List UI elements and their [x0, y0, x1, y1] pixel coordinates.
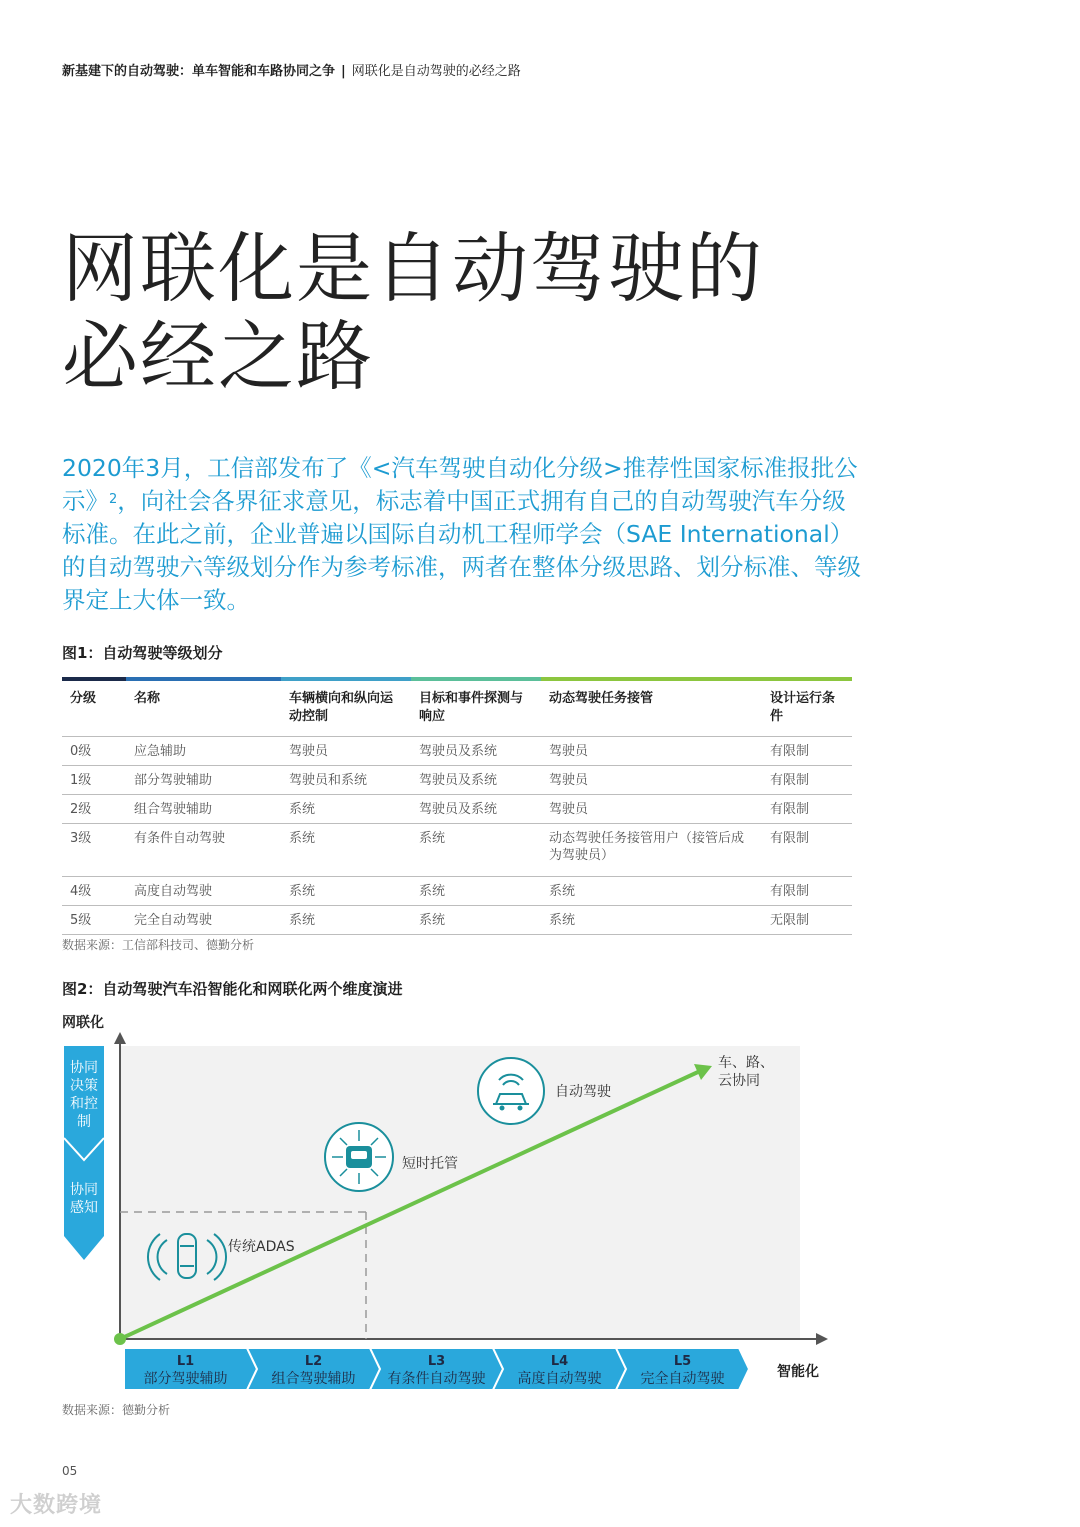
y-stage-label-line: 协同 [70, 1182, 98, 1198]
column-header: 目标和事件探测与响应 [419, 691, 524, 724]
levels-table [62, 684, 852, 935]
table-row [62, 824, 852, 877]
table-header-row [62, 684, 852, 737]
x-level-code: L1 [176, 1354, 195, 1369]
column-header: 名称 [134, 691, 161, 706]
column-header: 车辆横向和纵向运动控制 [289, 691, 394, 724]
running-header [62, 60, 521, 79]
y-stage-label-line: 制 [77, 1114, 91, 1130]
title-line-1: 网联化是自动驾驶的 [62, 224, 764, 313]
table-cell: 高度自动驾驶 [126, 877, 281, 906]
table-cell: 部分驾驶辅助 [126, 766, 281, 795]
color-bar-segment [62, 677, 126, 681]
x-axis-arrowhead [816, 1333, 828, 1345]
table-cell: 0级 [62, 737, 126, 766]
color-bar-segment [411, 677, 541, 681]
section-name: 网联化是自动驾驶的必经之路 [351, 64, 521, 79]
x-level-band [124, 1348, 749, 1390]
table-cell: 驾驶员 [541, 795, 762, 824]
table-cell: 有限制 [762, 795, 852, 824]
table-cell: 动态驾驶任务接管用户（接管后成为驾驶员） [541, 824, 762, 877]
milestone-autonomous-driving: 自动驾驶 [555, 1084, 611, 1100]
x-level-code: L4 [550, 1354, 569, 1369]
table-cell: 系统 [281, 877, 411, 906]
table-cell: 驾驶员 [281, 737, 411, 766]
x-level-code: L5 [673, 1354, 692, 1369]
header-separator: | [341, 64, 346, 79]
color-bar-segment [281, 677, 411, 681]
figure2-title: 图2：自动驾驶汽车沿智能化和网联化两个维度演进 [62, 980, 403, 998]
chip-car-icon [325, 1123, 393, 1191]
table-cell: 3级 [62, 824, 126, 877]
figure1-title: 图1：自动驾驶等级划分 [62, 644, 223, 662]
page-title [62, 225, 764, 401]
table-cell: 系统 [411, 906, 541, 935]
x-axis-title: 智能化 [777, 1364, 819, 1380]
y-stage-label-line: 决策 [70, 1078, 98, 1094]
plot-background [120, 1046, 800, 1339]
lead-paragraph [62, 452, 862, 617]
table-row [62, 766, 852, 795]
table-cell: 5级 [62, 906, 126, 935]
page-number: 05 [62, 1464, 78, 1478]
table-cell: 有条件自动驾驶 [126, 824, 281, 877]
table-cell: 应急辅助 [126, 737, 281, 766]
table-cell: 驾驶员 [541, 737, 762, 766]
x-level-name: 部分驾驶辅助 [143, 1371, 228, 1387]
table-row [62, 906, 852, 935]
table-cell: 系统 [281, 795, 411, 824]
table-cell: 驾驶员及系统 [411, 766, 541, 795]
footnote-ref[interactable]: 2 [109, 492, 118, 507]
x-level-name: 有条件自动驾驶 [387, 1371, 486, 1387]
car-wifi-icon [478, 1058, 544, 1124]
milestone-short-time-takeover: 短时托管 [402, 1156, 458, 1172]
x-level-code: L3 [427, 1354, 446, 1369]
table-cell: 有限制 [762, 877, 852, 906]
trend-origin-dot [114, 1333, 126, 1345]
table-cell: 系统 [411, 877, 541, 906]
y-stage-label-line: 感知 [70, 1200, 98, 1216]
table-cell: 4级 [62, 877, 126, 906]
x-level-name: 完全自动驾驶 [640, 1371, 725, 1387]
table-cell: 有限制 [762, 766, 852, 795]
y-stage-label-line: 协同 [70, 1060, 98, 1076]
table-color-bar [62, 677, 852, 681]
table-cell: 驾驶员及系统 [411, 795, 541, 824]
y-stage-label-line: 和控 [70, 1096, 98, 1112]
table-cell: 无限制 [762, 906, 852, 935]
figure1-source: 数据来源：工信部科技司、德勤分析 [62, 938, 255, 952]
evolution-diagram [0, 1030, 1080, 1400]
table-cell: 驾驶员和系统 [281, 766, 411, 795]
table-cell: 系统 [281, 824, 411, 877]
table-cell: 1级 [62, 766, 126, 795]
table-cell: 有限制 [762, 824, 852, 877]
table-cell: 有限制 [762, 737, 852, 766]
y-axis-title: 网联化 [62, 1015, 104, 1031]
report-title: 新基建下的自动驾驶：单车智能和车路协同之争 [62, 64, 336, 79]
column-header: 设计运行条件 [770, 691, 836, 724]
title-line-2: 必经之路 [62, 312, 374, 401]
table-cell: 驾驶员及系统 [411, 737, 541, 766]
table-cell: 系统 [411, 824, 541, 877]
x-level-name: 高度自动驾驶 [517, 1371, 602, 1387]
x-level-name: 组合驾驶辅助 [271, 1371, 356, 1387]
table-cell: 组合驾驶辅助 [126, 795, 281, 824]
table-row [62, 795, 852, 824]
table-row [62, 877, 852, 906]
lead-text-2: ，向社会各界征求意见，标志着中国正式拥有自己的自动驾驶汽车分级标准。在此之前，企业普遍以国际自动机工程师学会（SAE International）的自动驾驶六等级划分作为参考标准，两者在整体分级思路、划分标准、等级界定上大体一致。 [62, 487, 861, 614]
endpoint-label-line-1: 车、路、 [718, 1055, 774, 1071]
table-cell: 系统 [281, 906, 411, 935]
table-row [62, 737, 852, 766]
y-axis-arrowhead [114, 1032, 126, 1044]
milestone-traditional-adas: 传统ADAS [228, 1239, 295, 1255]
color-bar-segment [541, 677, 852, 681]
column-header: 分级 [70, 691, 97, 706]
table-cell: 2级 [62, 795, 126, 824]
table-cell: 系统 [541, 877, 762, 906]
lead-text-1: 2020年3月，工信部发布了《<汽车驾驶自动化分级>推荐性国家标准报批公示》 [62, 454, 858, 515]
table-cell: 驾驶员 [541, 766, 762, 795]
x-level-code: L2 [304, 1354, 323, 1369]
color-bar-segment [126, 677, 281, 681]
column-header: 动态驾驶任务接管 [549, 691, 654, 706]
watermark: 大数跨境 [10, 1493, 103, 1518]
table-cell: 系统 [541, 906, 762, 935]
table-cell: 完全自动驾驶 [126, 906, 281, 935]
figure2-source: 数据来源：德勤分析 [62, 1403, 171, 1417]
endpoint-label-line-2: 云协同 [718, 1073, 760, 1089]
